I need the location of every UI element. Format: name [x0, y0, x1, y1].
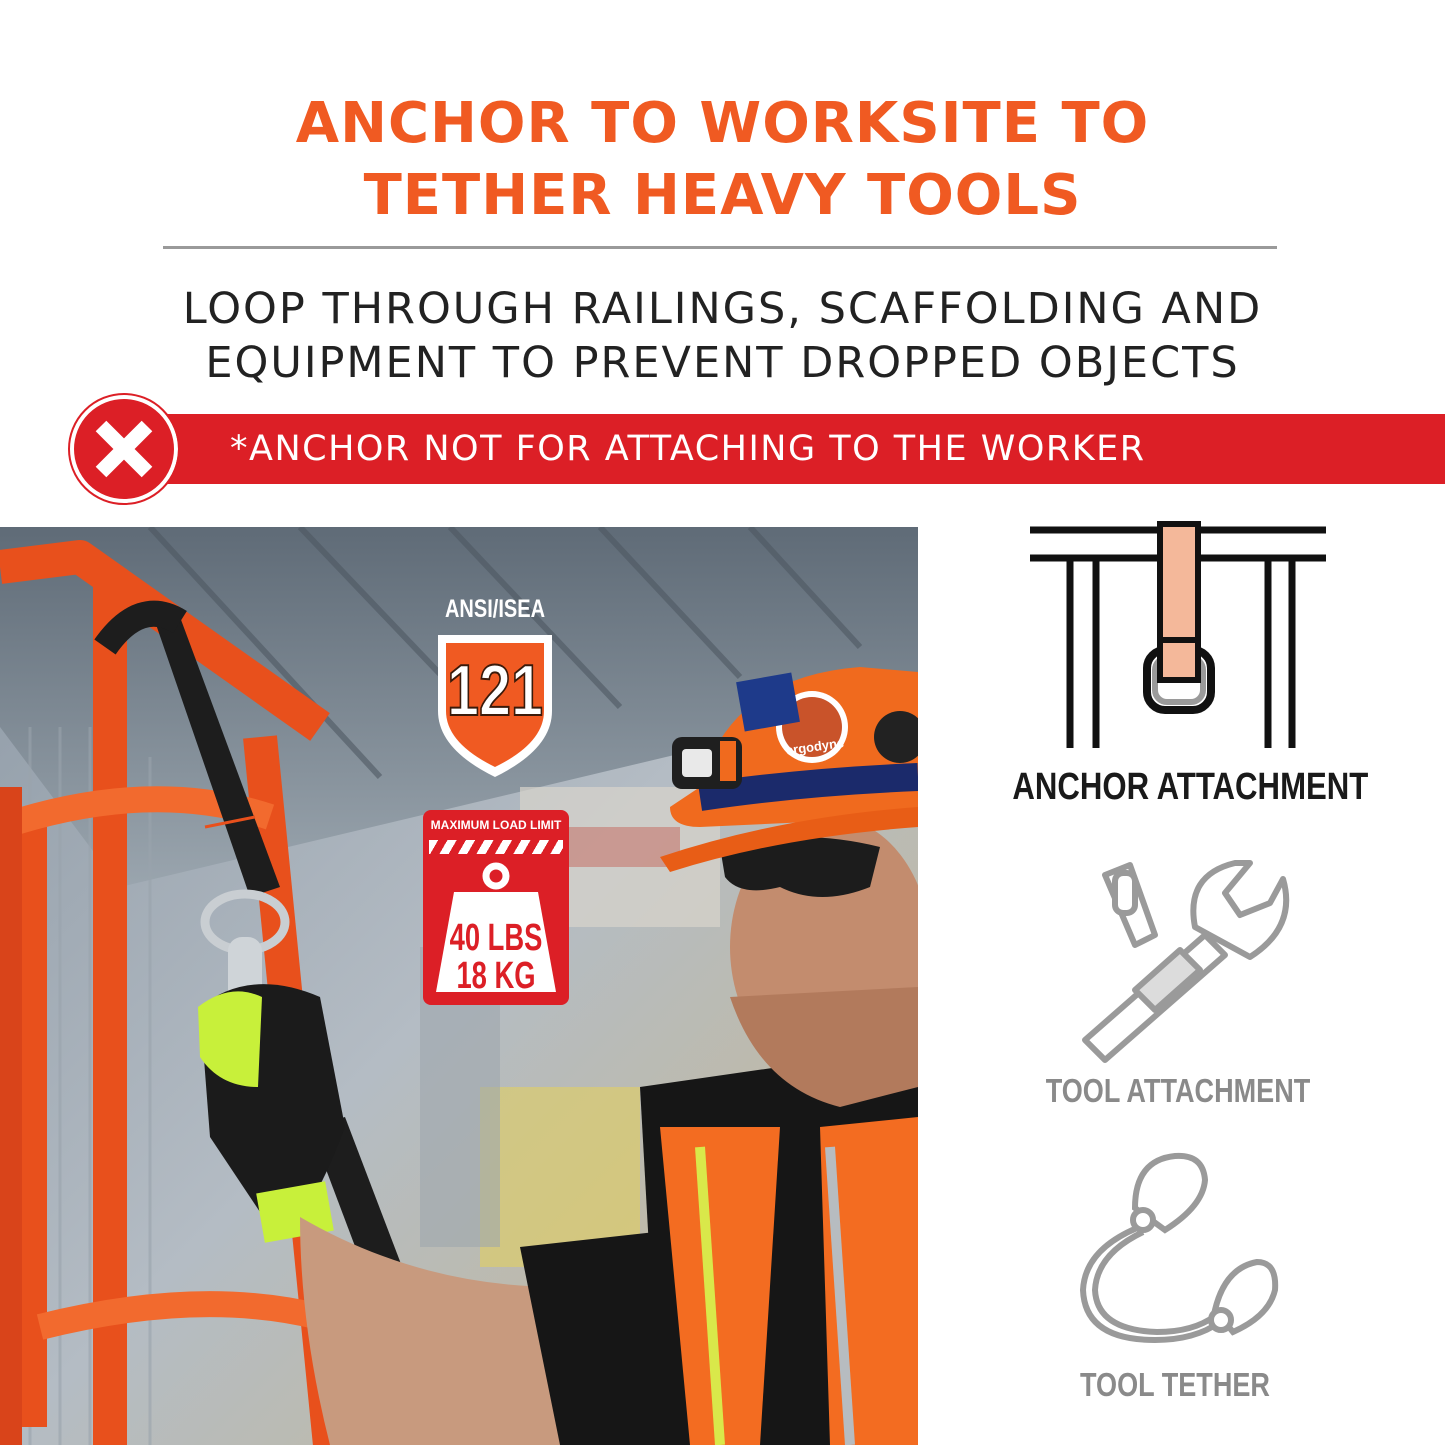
subheadline-line-2: EQUIPMENT TO PREVENT DROPPED OBJECTS	[205, 338, 1240, 388]
headline-line-1: ANCHOR TO WORKSITE TO	[295, 91, 1150, 156]
subheadline-line-1: LOOP THROUGH RAILINGS, SCAFFOLDING AND	[182, 284, 1263, 334]
ansi-isea-number: 121	[446, 651, 544, 731]
hazard-stripes	[429, 840, 563, 854]
ansi-isea-title: ANSI/ISEA	[444, 595, 546, 623]
max-load-lbs: 40 LBS	[449, 917, 543, 959]
max-load-badge	[423, 810, 569, 1005]
hardhat-brand: ergodyne	[784, 735, 846, 758]
tool-tether-icon	[1075, 1150, 1280, 1360]
subheadline	[0, 282, 1445, 390]
headline	[0, 88, 1445, 232]
tool-attachment-icon	[1075, 855, 1305, 1065]
close-x-icon	[68, 393, 180, 505]
product-photo	[0, 527, 918, 1445]
warning-text: *ANCHOR NOT FOR ATTACHING TO THE WORKER	[230, 429, 1146, 469]
ansi-isea-badge	[432, 595, 558, 785]
anchor-attachment-icon	[1030, 520, 1326, 750]
divider	[163, 246, 1277, 249]
feature-label-tool-attachment: TOOL ATTACHMENT	[1045, 1072, 1311, 1109]
max-load-title: MAXIMUM LOAD LIMIT	[430, 818, 562, 832]
feature-label-anchor-attachment: ANCHOR ATTACHMENT	[1012, 766, 1369, 808]
headline-line-2: TETHER HEAVY TOOLS	[363, 163, 1082, 228]
max-load-kg: 18 KG	[456, 955, 536, 997]
feature-label-tool-tether: TOOL TETHER	[1080, 1366, 1270, 1403]
